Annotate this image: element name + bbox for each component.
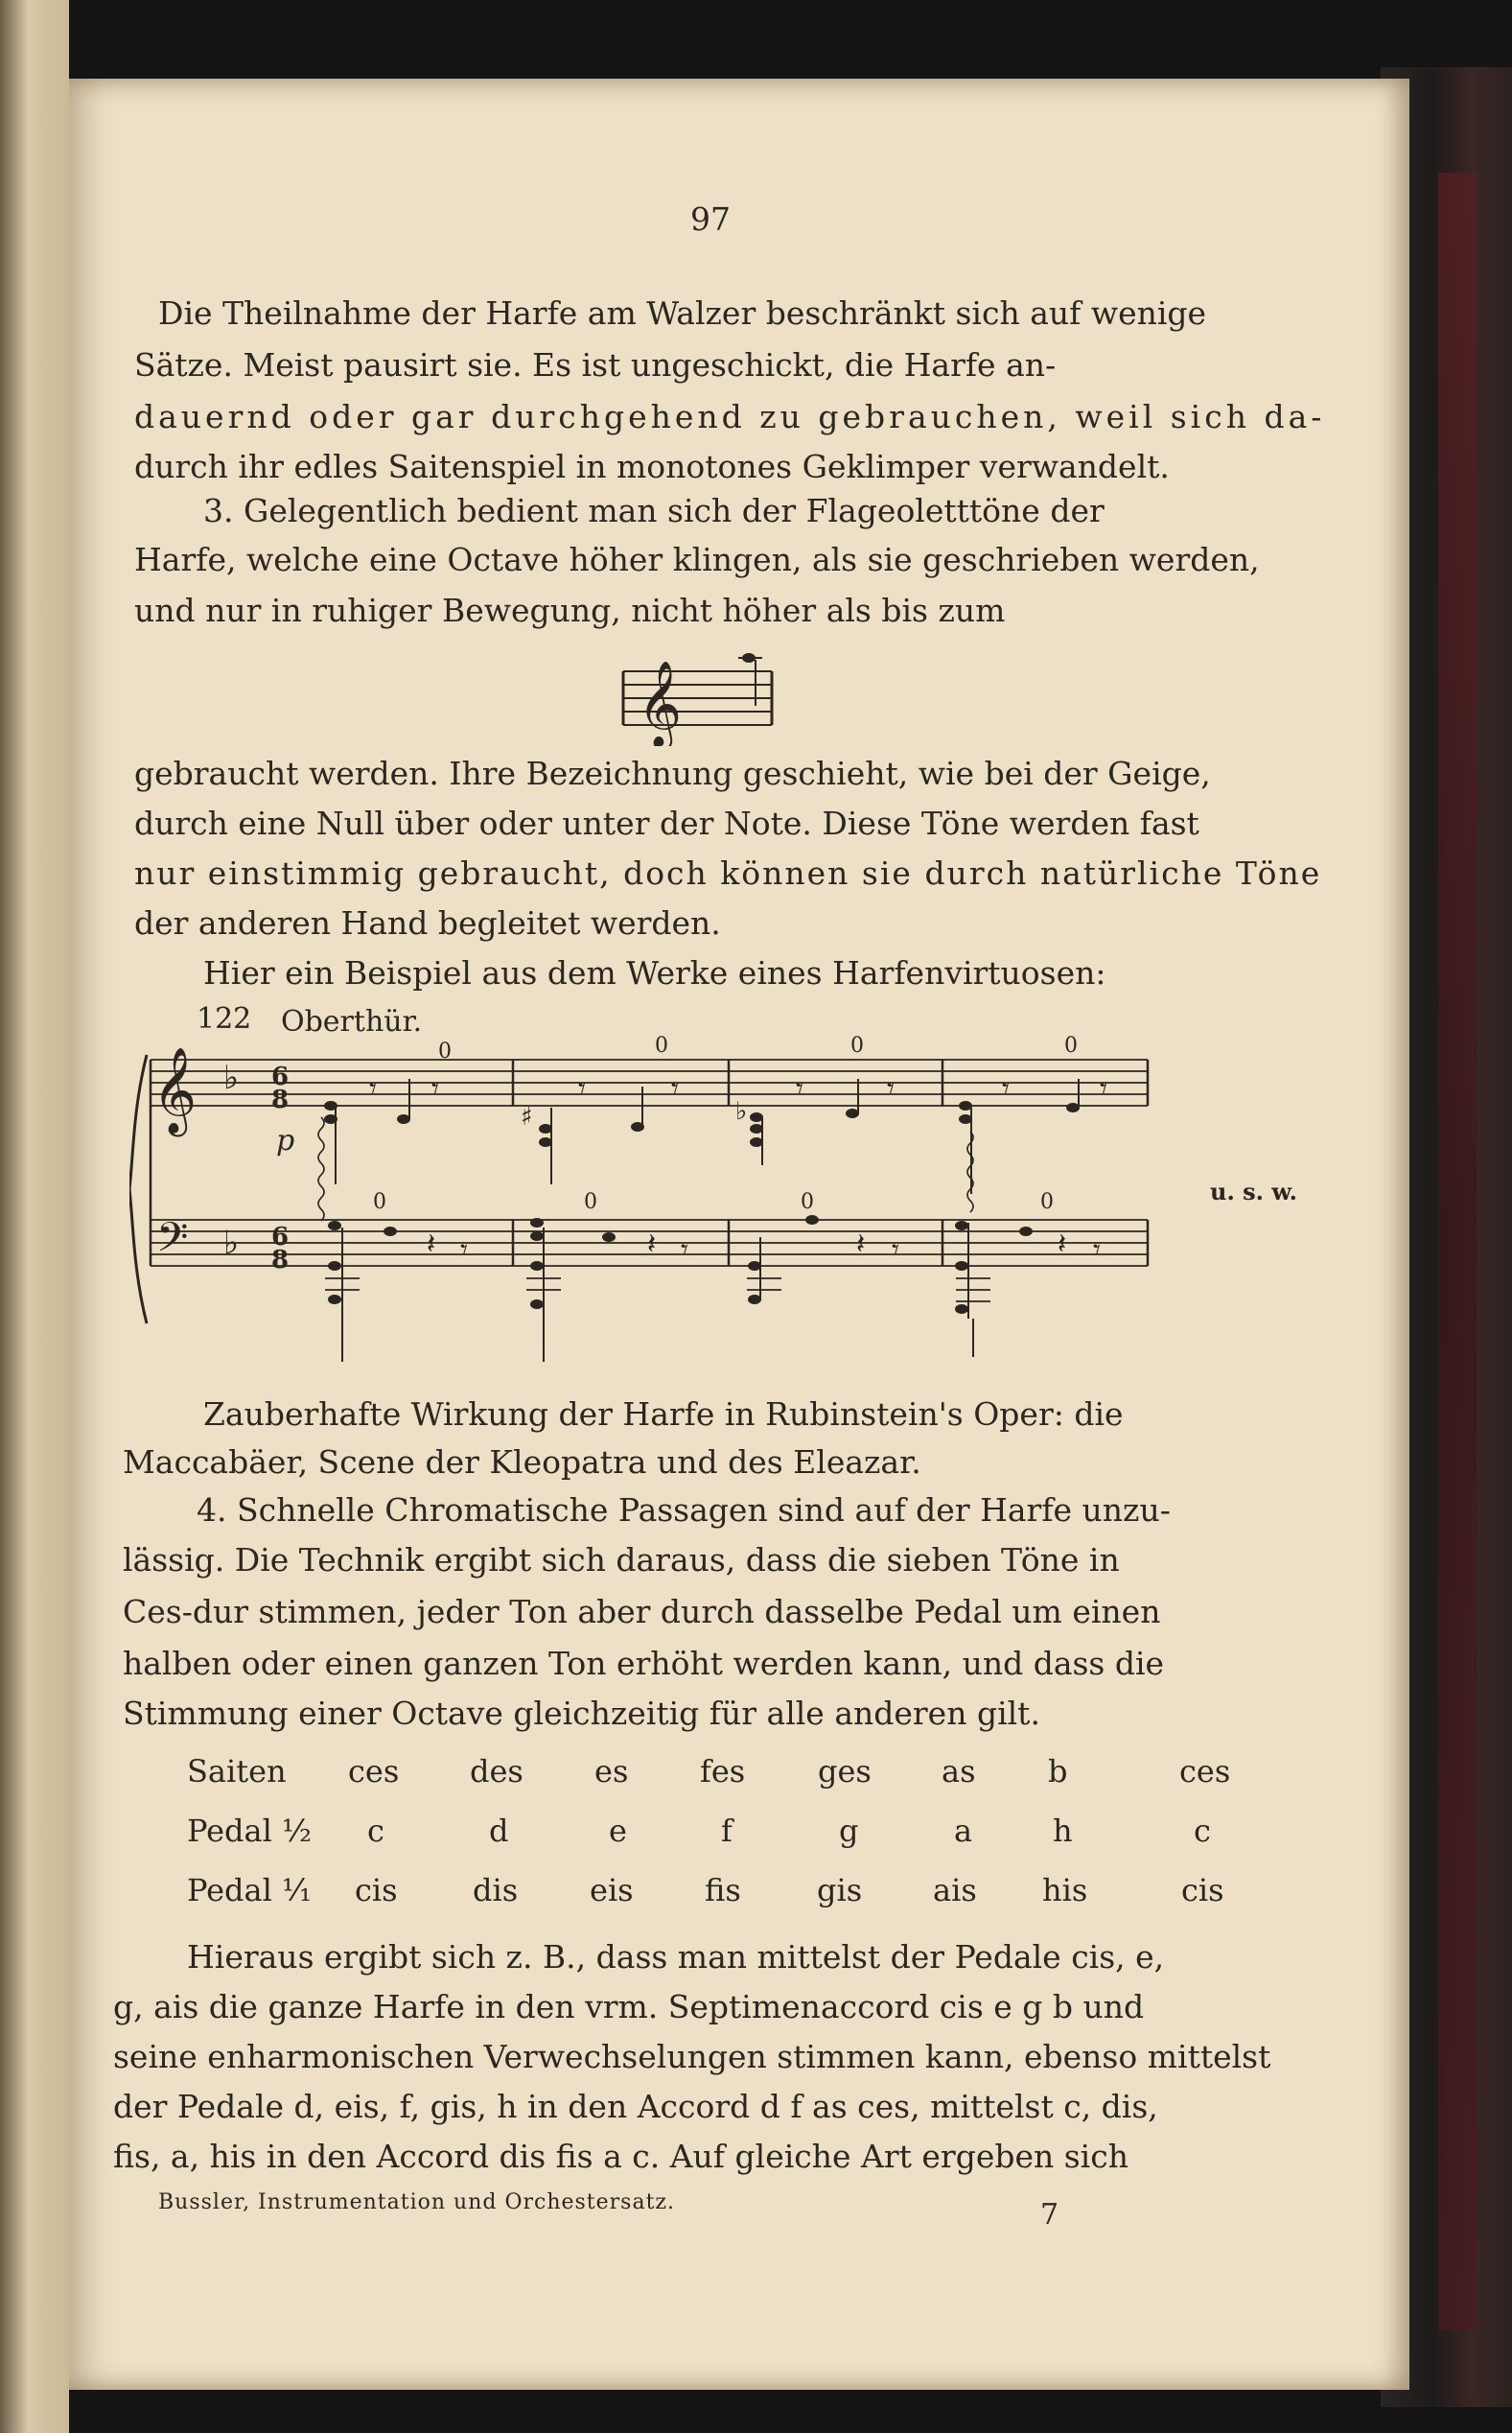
svg-text:𝄢: 𝄢 bbox=[156, 1214, 189, 1272]
dynamic-marking: p bbox=[276, 1124, 295, 1158]
p3-line-4: der anderen Hand begleitet werden. bbox=[134, 904, 721, 942]
music-example-score bbox=[129, 1031, 1160, 1376]
svg-text:𝄞: 𝄞 bbox=[152, 1047, 198, 1134]
p7-line-2: g, ais die ganze Harfe in den vrm. Septimenaccord cis e g b und bbox=[113, 1988, 1145, 2025]
svg-text:𝄽: 𝄽 bbox=[1058, 1228, 1067, 1261]
cell: b bbox=[1048, 1753, 1068, 1790]
svg-text:𝄞: 𝄞 bbox=[638, 661, 683, 746]
cell: fis bbox=[705, 1872, 741, 1908]
cell: eis bbox=[590, 1872, 634, 1908]
svg-text:𝄾: 𝄾 bbox=[892, 1233, 899, 1267]
p5-line-2: Maccabäer, Scene der Kleopatra und des Eleazar. bbox=[123, 1443, 921, 1481]
svg-text:𝄾: 𝄾 bbox=[578, 1072, 586, 1106]
svg-text:𝄾: 𝄾 bbox=[681, 1233, 688, 1267]
row-label: Pedal ½ bbox=[187, 1813, 313, 1849]
svg-text:𝄾: 𝄾 bbox=[1100, 1072, 1107, 1106]
cell: as bbox=[942, 1753, 976, 1790]
svg-text:𝄽: 𝄽 bbox=[427, 1228, 436, 1261]
cell: a bbox=[954, 1813, 973, 1849]
svg-text:𝄾: 𝄾 bbox=[796, 1072, 803, 1106]
p6-line-4: halben oder einen ganzen Ton erhöht werden kann, und dass die bbox=[123, 1645, 1165, 1682]
svg-text:♭: ♭ bbox=[735, 1097, 748, 1126]
p1-line-3: dauernd oder gar durchgehend zu gebrauchen, weil sich da- bbox=[134, 398, 1326, 435]
page-number: 97 bbox=[690, 200, 731, 238]
svg-text:8: 8 bbox=[271, 1246, 290, 1275]
footer-source: Bussler, Instrumentation und Orchestersatz. bbox=[158, 2190, 675, 2214]
cell: gis bbox=[817, 1872, 863, 1908]
svg-text:0: 0 bbox=[584, 1190, 597, 1214]
p7-line-5: fis, a, his in den Accord dis fis a c. Auf gleiche Art ergeben sich bbox=[113, 2138, 1128, 2175]
cell: f bbox=[721, 1813, 733, 1849]
continuation-mark: u. s. w. bbox=[1210, 1178, 1297, 1205]
left-page-edge bbox=[0, 0, 69, 2433]
cell: es bbox=[594, 1753, 629, 1790]
svg-text:𝄾: 𝄾 bbox=[369, 1072, 377, 1106]
svg-text:8: 8 bbox=[271, 1086, 290, 1114]
svg-text:0: 0 bbox=[1040, 1190, 1054, 1214]
svg-text:0: 0 bbox=[438, 1040, 452, 1064]
cell: c bbox=[367, 1813, 384, 1849]
cell: his bbox=[1042, 1872, 1088, 1908]
cell: c bbox=[1194, 1813, 1211, 1849]
p3-line-3: nur einstimmig gebraucht, doch können sie durch natürliche Töne bbox=[134, 854, 1322, 892]
p1-line-1: Die Theilnahme der Harfe am Walzer beschränkt sich auf wenige bbox=[158, 294, 1207, 332]
cell: dis bbox=[473, 1872, 519, 1908]
cell: cis bbox=[1181, 1872, 1224, 1908]
svg-text:0: 0 bbox=[373, 1190, 386, 1214]
cell: ges bbox=[818, 1753, 872, 1790]
cover-red-strip bbox=[1438, 173, 1477, 2330]
p3-line-2: durch eine Null über oder unter der Note. Diese Töne werden fast bbox=[134, 805, 1199, 842]
cell: cis bbox=[355, 1872, 398, 1908]
svg-text:𝄽: 𝄽 bbox=[856, 1228, 866, 1261]
svg-text:𝄽: 𝄽 bbox=[647, 1228, 657, 1261]
p7-line-3: seine enharmonischen Verwechselungen stimmen kann, ebenso mittelst bbox=[113, 2038, 1271, 2075]
cell: h bbox=[1053, 1813, 1073, 1849]
svg-text:♭: ♭ bbox=[223, 1059, 240, 1097]
svg-text:𝄾: 𝄾 bbox=[671, 1072, 679, 1106]
row-label: Saiten bbox=[187, 1753, 287, 1790]
example-number: 122 bbox=[197, 1002, 252, 1036]
cell: fes bbox=[700, 1753, 746, 1790]
cell: d bbox=[489, 1813, 509, 1849]
svg-text:𝄾: 𝄾 bbox=[887, 1072, 895, 1106]
svg-text:0: 0 bbox=[655, 1034, 668, 1058]
svg-text:𝄾: 𝄾 bbox=[460, 1233, 468, 1267]
cell: ces bbox=[1179, 1753, 1231, 1790]
example-composer: Oberthür. bbox=[281, 1005, 423, 1039]
svg-text:0: 0 bbox=[801, 1190, 814, 1214]
p1-line-4: durch ihr edles Saitenspiel in monotones Geklimper verwandelt. bbox=[134, 448, 1170, 485]
svg-text:♭: ♭ bbox=[223, 1224, 240, 1262]
signature-mark: 7 bbox=[1040, 2198, 1059, 2232]
p7-line-4: der Pedale d, eis, f, gis, h in den Accord d f as ces, mittelst c, dis, bbox=[113, 2088, 1158, 2125]
svg-text:𝄾: 𝄾 bbox=[1002, 1072, 1010, 1106]
p1-line-2: Sätze. Meist pausirt sie. Es ist ungeschickt, die Harfe an- bbox=[134, 346, 1057, 384]
svg-text:6: 6 bbox=[271, 1223, 290, 1252]
range-example-staff bbox=[618, 650, 781, 746]
cell: ces bbox=[348, 1753, 400, 1790]
p5-line-1: Zauberhafte Wirkung der Harfe in Rubinstein's Oper: die bbox=[203, 1395, 1124, 1433]
p2-line-3: und nur in ruhiger Bewegung, nicht höher als bis zum bbox=[134, 592, 1006, 629]
cell: ais bbox=[933, 1872, 977, 1908]
p7-line-1: Hieraus ergibt sich z. B., dass man mittelst der Pedale cis, e, bbox=[187, 1938, 1165, 1976]
cell: g bbox=[839, 1813, 859, 1849]
p3-line-1: gebraucht werden. Ihre Bezeichnung geschieht, wie bei der Geige, bbox=[134, 755, 1211, 792]
svg-text:𝄾: 𝄾 bbox=[431, 1072, 439, 1106]
p6-line-1: 4. Schnelle Chromatische Passagen sind auf der Harfe unzu- bbox=[197, 1491, 1171, 1529]
p6-line-3: Ces-dur stimmen, jeder Ton aber durch dasselbe Pedal um einen bbox=[123, 1593, 1161, 1630]
p6-line-2: lässig. Die Technik ergibt sich daraus, dass die sieben Töne in bbox=[123, 1541, 1120, 1579]
svg-text:0: 0 bbox=[850, 1034, 864, 1058]
svg-text:𝄾: 𝄾 bbox=[1093, 1233, 1101, 1267]
cell: des bbox=[470, 1753, 523, 1790]
cell: e bbox=[609, 1813, 627, 1849]
svg-text:♯: ♯ bbox=[521, 1103, 533, 1132]
row-label: Pedal ¹⁄₁ bbox=[187, 1872, 312, 1908]
svg-text:6: 6 bbox=[271, 1063, 290, 1091]
p4-line: Hier ein Beispiel aus dem Werke eines Harfenvirtuosen: bbox=[203, 954, 1106, 992]
p2-line-1: 3. Gelegentlich bedient man sich der Flageoletttöne der bbox=[203, 492, 1105, 529]
p2-line-2: Harfe, welche eine Octave höher klingen, als sie geschrieben werden, bbox=[134, 541, 1260, 578]
svg-text:0: 0 bbox=[1064, 1034, 1078, 1058]
p6-line-5: Stimmung einer Octave gleichzeitig für alle anderen gilt. bbox=[123, 1695, 1040, 1732]
